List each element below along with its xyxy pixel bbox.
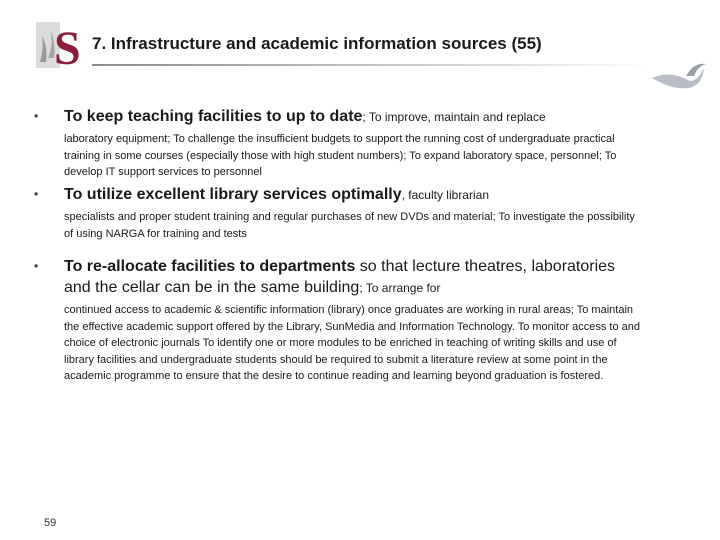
bullet-heading: To keep teaching facilities to up to date bbox=[64, 108, 363, 125]
bullet-item-library-services bbox=[30, 184, 640, 256]
bullet-lead: ; To arrange for bbox=[359, 281, 441, 295]
title-divider bbox=[92, 64, 652, 66]
bullet-body: laboratory equipment; To challenge the insufficient budgets to support the running cost of undergraduate practical training in some courses (especially those with high student numbers); To expand laboratory space, personnel; To develop IT support services to personnel bbox=[64, 133, 617, 178]
university-logo-icon bbox=[34, 18, 86, 72]
bullet-dot-icon: • bbox=[34, 259, 39, 273]
bullet-item-teaching-facilities bbox=[30, 106, 640, 184]
bullet-list bbox=[30, 106, 640, 385]
bullet-heading: To utilize excellent library services optimally bbox=[64, 186, 402, 203]
bullet-item-reallocate-facilities bbox=[30, 256, 640, 385]
slide-title: 7. Infrastructure and academic information sources (55) bbox=[92, 34, 542, 53]
bullet-lead: , faculty librarian bbox=[401, 188, 489, 202]
bullet-heading: To re-allocate facilities to departments bbox=[64, 258, 356, 275]
page-number: 59 bbox=[44, 517, 57, 529]
bullet-body: specialists and proper student training and regular purchases of new DVDs and material; To investigate the possibility of using NARGA for training and tests bbox=[64, 211, 635, 240]
bullet-body: continued access to academic & scientific information (library) once graduates are working in rural areas; To maintain the effective academic support offered by the Library, SunMedia and Information Technology. To monitor access to and choice of electronic journals To identify one or more modules to be enriched in teaching of writing skills and use of library facilities and undergraduate students should be required to submit a literature review at some point in the academic programme to ensure that the desire to continue reading and learning beyond graduation is fostered. bbox=[64, 304, 641, 382]
bullet-heading-continuation: so that lecture theatres, laboratories and the cellar can be in the same building bbox=[64, 258, 616, 296]
logo-letter: S bbox=[54, 22, 81, 72]
decorative-swoosh-icon bbox=[648, 56, 708, 96]
bullet-lead: ; To improve, maintain and replace bbox=[362, 110, 546, 124]
bullet-dot-icon: • bbox=[34, 187, 39, 201]
bullet-dot-icon: • bbox=[34, 109, 39, 123]
